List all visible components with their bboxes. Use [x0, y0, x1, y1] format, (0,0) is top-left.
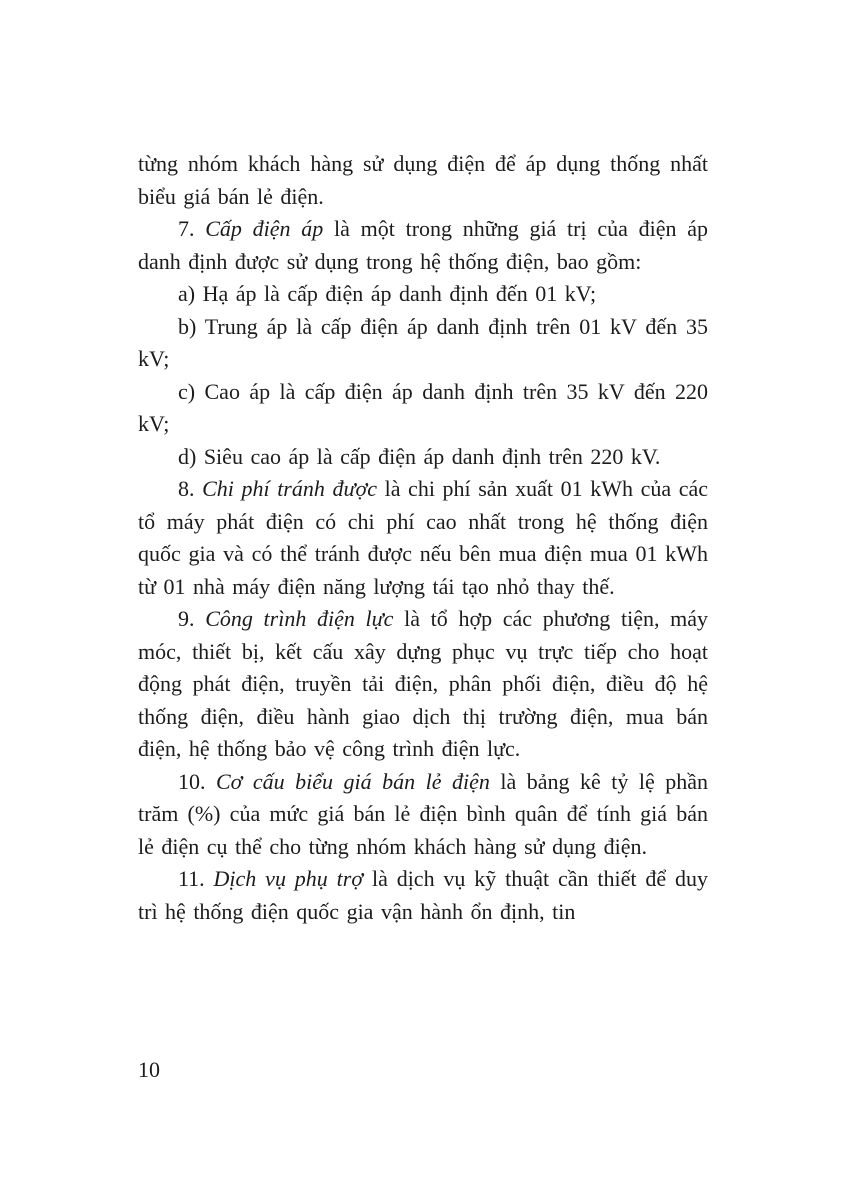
text-run: là tổ hợp các phương tiện, máy móc, thiết bị, kết cấu xây dựng phục vụ trực tiếp cho hoạt động phát điện, truyền tải điện, phân phối điện, điều độ hệ thống điện, điều hành giao dịch thị trường điện, mua bán điện, hệ thống bảo vệ công trình điện lực. [138, 606, 709, 761]
defined-term-italic: Cơ cấu biểu giá bán lẻ điện [216, 768, 490, 794]
defined-term-italic: Chi phí tránh được [202, 476, 377, 501]
paragraph [138, 213, 708, 278]
text-run: c) Cao áp là cấp điện áp danh định trên 35 kV đến 220 kV; [138, 378, 708, 436]
text-run: 11. [178, 866, 214, 891]
text-run: là bảng kê tỷ lệ phần trăm (%) của mức giá bán lẻ điện bình quân để tính giá bán lẻ điện cụ thể cho từng nhóm khách hàng sử dụng điện. [138, 768, 708, 859]
paragraph [138, 603, 708, 766]
text-run: là chi phí sản xuất 01 kWh của các tổ máy phát điện có chi phí cao nhất trong hệ thống điện quốc gia và có thể tránh được nếu bên mua điện mua 01 kWh từ 01 nhà máy điện năng lượng tái tạo nhỏ thay thế. [138, 476, 709, 599]
paragraph [138, 311, 708, 376]
paragraph [138, 863, 708, 928]
text-run: 8. [178, 476, 203, 501]
paragraph [138, 148, 708, 213]
text-run: là dịch vụ kỹ thuật cần thiết để duy trì hệ thống điện quốc gia vận hành ổn định, tin [138, 866, 708, 924]
text-run: là một trong những giá trị của điện áp danh định được sử dụng trong hệ thống điện, bao gồm: [138, 216, 708, 274]
text-run: 9. [178, 606, 206, 631]
defined-term-italic: Dịch vụ phụ trợ [213, 866, 364, 891]
text-run: d) Siêu cao áp là cấp điện áp danh định trên 220 kV. [178, 443, 661, 469]
text-run: 10. [178, 768, 216, 794]
defined-term-italic: Công trình điện lực [205, 606, 394, 631]
paragraph [138, 441, 708, 474]
text-run: b) Trung áp là cấp điện áp danh định trên 01 kV đến 35 kV; [138, 313, 708, 371]
paragraph [138, 278, 708, 311]
text-run: từng nhóm khách hàng sử dụng điện để áp dụng thống nhất biểu giá bán lẻ điện. [138, 151, 708, 209]
text-block [138, 148, 708, 928]
page-number: 10 [138, 1057, 160, 1082]
paragraph [138, 766, 708, 864]
text-run: 7. [178, 216, 206, 241]
defined-term-italic: Cấp điện áp [205, 216, 324, 241]
paragraph [138, 473, 708, 603]
text-run: a) Hạ áp là cấp điện áp danh định đến 01 kV; [178, 281, 597, 306]
paragraph [138, 376, 708, 441]
